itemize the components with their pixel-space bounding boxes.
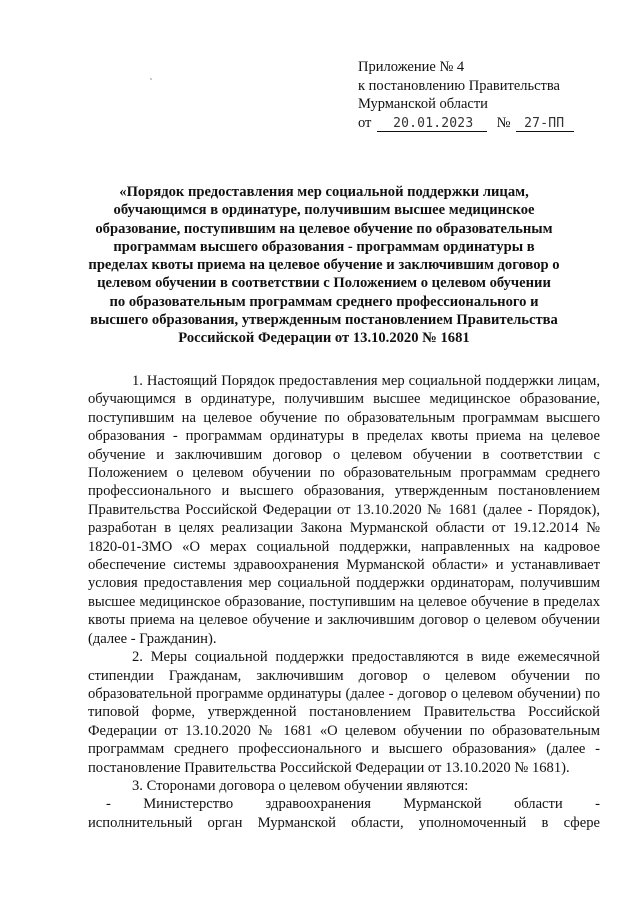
- number-label: №: [496, 114, 511, 131]
- date-label: от: [358, 114, 372, 131]
- paragraph-4: [88, 795, 600, 832]
- paragraph-2: 2. Меры социальной поддержки предоставляются в виде ежемесячной стипендии Гражданам, заключившим договор о целевом обучении по образовательной программе ординатуры (далее - договор о целевом обучении) по типовой форме, утвержденной постановлением Правительства Российской Федерации от 13.10.2020 № 1681 «О целевом обучении по образовательным программам среднего профессионального и высшего образования» (далее - постановление Правительства Российской Федерации от 13.10.2020 № 1681).: [88, 649, 600, 776]
- appendix-header: [358, 58, 628, 132]
- paragraph-4-continuation: исполнительный орган Мурманской области, уполномоченный в сфере: [88, 814, 600, 831]
- document-title: «Порядок предоставления мер социальной поддержки лицам, обучающимся в ординатуре, получившим высшее медицинское образование, поступившим на целевое обучение по образовательным программам высшего образования - программам ординатуры в пределах квоты приема на целевое обучение и заключившим договор о целевом обучении в соответствии с Положением о целевом обучении по образовательным программам среднего профессионального и высшего образования, утвержденным постановлением Правительства Российской Федерации от 13.10.2020 № 1681: [88, 184, 560, 347]
- decree-number: 27-ПП: [516, 116, 574, 132]
- appendix-decree-ref: к постановлению Правительства: [358, 77, 560, 94]
- paragraph-1: 1. Настоящий Порядок предоставления мер социальной поддержки лицам, обучающимся в ординатуре, получившим высшее медицинское образование, поступившим на целевое обучение по образовательным программам высшего образования - программам ординатуры в пределах квоты приема на целевое обучение и заключившим договор о целевом обучении в соответствии с Положением о целевом обучении по образовательным программам среднего профессионального и высшего образования, утвержденным постановлением Правительства Российской Федерации от 13.10.2020 № 1681 (далее - Порядок), разработан в целях реализации Закона Мурманской области от 19.12.2014 № 1820-01-ЗМО «О мерах социальной поддержки, направленных на кадровое обеспечение системы здравоохранения Мурманской области» и устанавливает условия предоставления мер социальной поддержки ординаторам, получившим высшее медицинское образование, поступившим на целевое обучение в пределах квоты приема на целевое обучение и заключившим договор о целевом обучении (далее - Гражданин).: [88, 373, 600, 647]
- scan-speck: [150, 78, 152, 80]
- decree-date: 20.01.2023: [377, 116, 487, 132]
- document-body: [88, 372, 600, 832]
- appendix-date-line: [358, 114, 628, 133]
- appendix-region: Мурманской области: [358, 96, 488, 112]
- paragraph-4-first-line: - Министерство здравоохранения Мурманской области -: [106, 796, 600, 813]
- appendix-number: Приложение № 4: [358, 59, 465, 75]
- paragraph-3: 3. Сторонами договора о целевом обучении являются:: [132, 777, 469, 794]
